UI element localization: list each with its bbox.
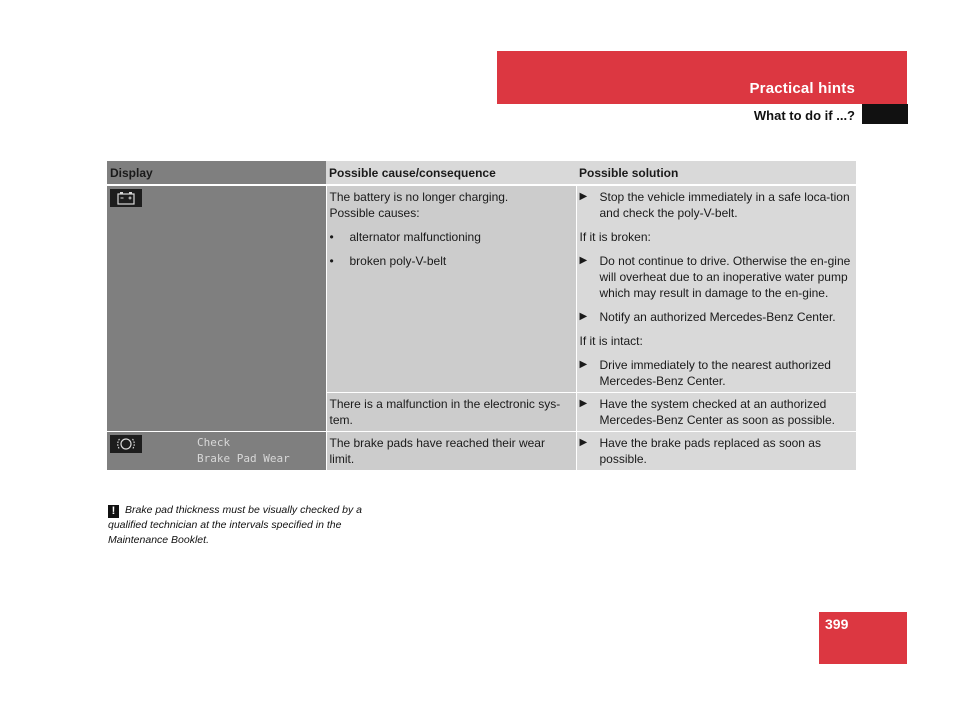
list-item xyxy=(580,253,854,301)
arrow-right-icon: ▶ xyxy=(579,191,588,202)
cause-cell-battery xyxy=(326,185,576,393)
warning-icon: ! xyxy=(108,505,119,518)
page-number-box xyxy=(819,612,907,664)
list-item xyxy=(330,253,573,269)
brake-pad-wear-icon xyxy=(110,435,142,453)
subsection-title: What to do if ...? xyxy=(753,108,855,123)
list-item xyxy=(580,189,854,221)
condition-label-intact: If it is intact: xyxy=(579,334,643,348)
arrow-right-icon: ▶ xyxy=(579,311,588,322)
cause-bullet-2: broken poly-V-belt xyxy=(349,254,447,268)
header-solution: Possible solution xyxy=(576,161,856,185)
display-line-2: Brake Pad Wear xyxy=(197,452,290,465)
arrow-right-icon: ▶ xyxy=(579,437,588,448)
list-item xyxy=(580,435,854,467)
list-item xyxy=(580,357,854,389)
arrow-right-icon: ▶ xyxy=(579,359,588,370)
solution-cell-battery xyxy=(576,185,856,393)
solution-brake: Have the brake pads replaced as soon as possible. xyxy=(599,436,821,466)
solution-step-1: Stop the vehicle immediately in a safe loca-tion and check the poly-V-belt. xyxy=(599,190,850,220)
arrow-right-icon: ▶ xyxy=(579,255,588,266)
cause-cell-brake: The brake pads have reached their wear limit. xyxy=(326,432,576,471)
caution-note xyxy=(108,503,368,548)
page-number: 399 xyxy=(825,616,849,632)
section-title: Practical hints xyxy=(749,80,855,97)
condition-label-broken: If it is broken: xyxy=(579,230,651,244)
cause-cell-electronic: There is a malfunction in the electronic sys-tem. xyxy=(326,393,576,432)
subsection-tab-marker xyxy=(862,104,908,124)
cause-bullet-1: alternator malfunctioning xyxy=(349,230,481,244)
table-row xyxy=(107,185,856,393)
display-cell-battery xyxy=(107,185,326,432)
display-cell-brake xyxy=(107,432,326,471)
arrow-right-icon: ▶ xyxy=(579,398,588,409)
header-cause: Possible cause/consequence xyxy=(326,161,576,185)
solution-step-2: Do not continue to drive. Otherwise the en-gine will overheat due to an inoperative water pump which may result in damage to the en-gine. xyxy=(599,254,851,300)
bullet-icon: • xyxy=(329,230,334,244)
battery-icon xyxy=(110,189,142,207)
bullet-icon: • xyxy=(329,254,334,268)
list-item xyxy=(580,309,854,325)
display-line-1: Check xyxy=(197,436,231,449)
note-text: Brake pad thickness must be visually checked by a qualified technician at the intervals specified in the Maintenance Booklet. xyxy=(108,504,362,546)
solution-cell-electronic xyxy=(576,393,856,432)
solution-step-3: Notify an authorized Mercedes-Benz Center. xyxy=(599,310,836,324)
troubleshooting-table xyxy=(107,161,856,470)
display-message xyxy=(197,435,290,467)
solution-step-4: Drive immediately to the nearest authorized Mercedes-Benz Center. xyxy=(599,358,831,388)
list-item xyxy=(330,229,573,245)
header-display: Display xyxy=(107,161,326,185)
solution-cell-brake xyxy=(576,432,856,471)
list-item xyxy=(580,396,854,428)
cause-intro: The battery is no longer charging. Possible causes: xyxy=(329,190,509,220)
solution-electronic: Have the system checked at an authorized Mercedes-Benz Center as soon as possible. xyxy=(599,397,835,427)
table-row xyxy=(107,432,856,471)
table-header-row xyxy=(107,161,856,185)
